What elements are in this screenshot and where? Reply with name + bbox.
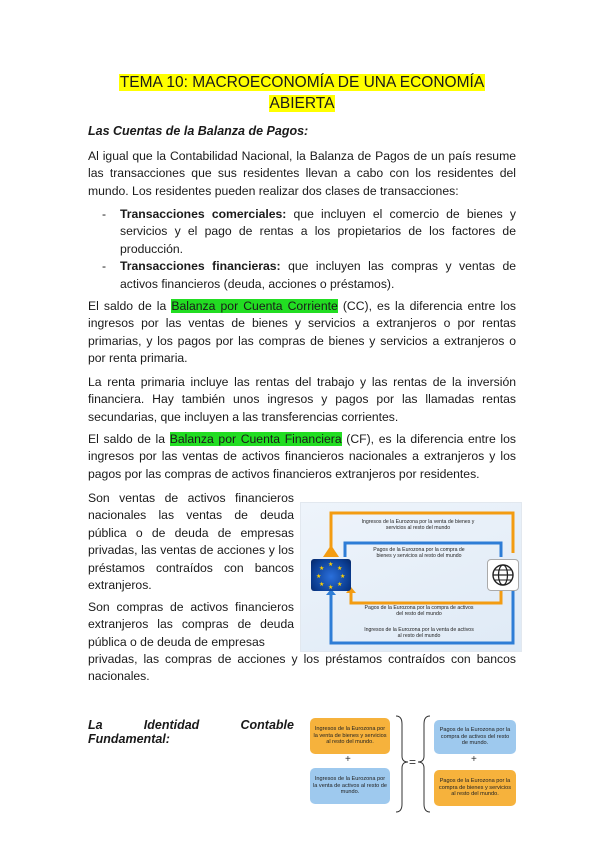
globe-icon — [487, 559, 519, 591]
compras-activos-continuation: privadas, las compras de acciones y los préstamos contraídos con bancos nacionales. — [88, 652, 516, 684]
flow-label-payments-goods: Pagos de la Eurozona por la compra de bienes y servicios al resto del mundo — [373, 547, 465, 560]
equals-sign: = — [409, 755, 417, 769]
box-income-assets: Ingresos de la Eurozona por la venta de activos al resto de mundo. — [310, 768, 390, 804]
accounting-identity-diagram — [302, 712, 524, 820]
cuenta-financiera-paragraph: El saldo de la Balanza por Cuenta Financiera (CF), es la diferencia entre los ingresos por las ventas de activos financieros nacionales a extranjeros y los pagos por las compras de activos financieros extranjeros por residentes. — [88, 432, 516, 481]
ventas-activos-paragraph: Son ventas de activos financieros nacionales las ventas de deuda pública o de deuda de empresas privadas, las ventas de acciones y los préstamos contraídos con bancos extranjeros. — [88, 491, 294, 593]
plus-sign-right: + — [471, 754, 477, 765]
flow-label-income-goods: Ingresos de la Eurozona por la venta de bienes y servicios al resto del mundo — [361, 519, 475, 532]
box-payments-goods: Pagos de la Eurozona por la compra de bienes y servicios al resto del mundo. — [434, 770, 516, 806]
compras-activos-paragraph: Son compras de activos financieros extranjeros las compras de deuda pública o de deuda de empresas — [88, 600, 294, 649]
list-item: - Transacciones comerciales: que incluyen el comercio de bienes y servicios y el pago de rentas a los propietarios de los factores de producción. — [100, 206, 516, 258]
section-heading-balanza: Las Cuentas de la Balanza de Pagos: — [88, 124, 309, 138]
cuenta-corriente-paragraph: El saldo de la Balanza por Cuenta Corriente (CC), es la diferencia entre los ingresos por las ventas de bienes y servicios a extranjeros o por rentas primarias, y los pagos por las compras de bienes y servicios a extranjeros o por renta primaria. — [88, 299, 516, 366]
balance-of-payments-flow-diagram — [300, 502, 522, 652]
box-income-goods: Ingresos de la Eurozona por la venta de bienes y servicios al resto del mundo. — [310, 718, 390, 754]
section-heading-identidad: La Identidad Contable Fundamental: — [88, 718, 294, 746]
flow-label-payments-assets: Pagos de la Eurozona por la compra de activos del resto del mundo — [364, 605, 474, 618]
transaction-types-list — [100, 206, 516, 293]
plus-sign-left: + — [345, 754, 351, 765]
eu-flag-icon: ★ ★ ★ ★ ★ ★ ★ ★ — [311, 559, 351, 591]
highlight-cuenta-corriente: Balanza por Cuenta Corriente — [171, 299, 338, 313]
intro-paragraph: Al igual que la Contabilidad Nacional, la Balanza de Pagos de un país resume las transacciones que sus residentes llevan a cabo con los residentes del mundo. Los residentes pueden realizar dos clases de transacciones: — [88, 149, 516, 198]
renta-primaria-paragraph: La renta primaria incluye las rentas del trabajo y las rentas de la inversión financiera. Hay también unos ingresos y pagos por las llamadas rentas secundarias, que incluyen a las transferencias corrientes. — [88, 375, 516, 424]
box-payments-assets: Pagos de la Eurozona por la compra de activos del resto de mundo. — [434, 720, 516, 754]
flow-label-income-assets: Ingresos de la Eurozona por la venta de activos al resto del mundo — [364, 627, 474, 640]
list-item: - Transacciones financieras: que incluyen las compras y ventas de activos financieros (deuda, acciones o préstamos). — [100, 258, 516, 293]
page-title — [88, 72, 516, 114]
title-line-1: TEMA 10: MACROECONOMÍA DE UNA ECONOMÍA — [119, 74, 485, 91]
title-line-2: ABIERTA — [269, 95, 335, 112]
highlight-cuenta-financiera: Balanza por Cuenta Financiera — [169, 432, 342, 446]
